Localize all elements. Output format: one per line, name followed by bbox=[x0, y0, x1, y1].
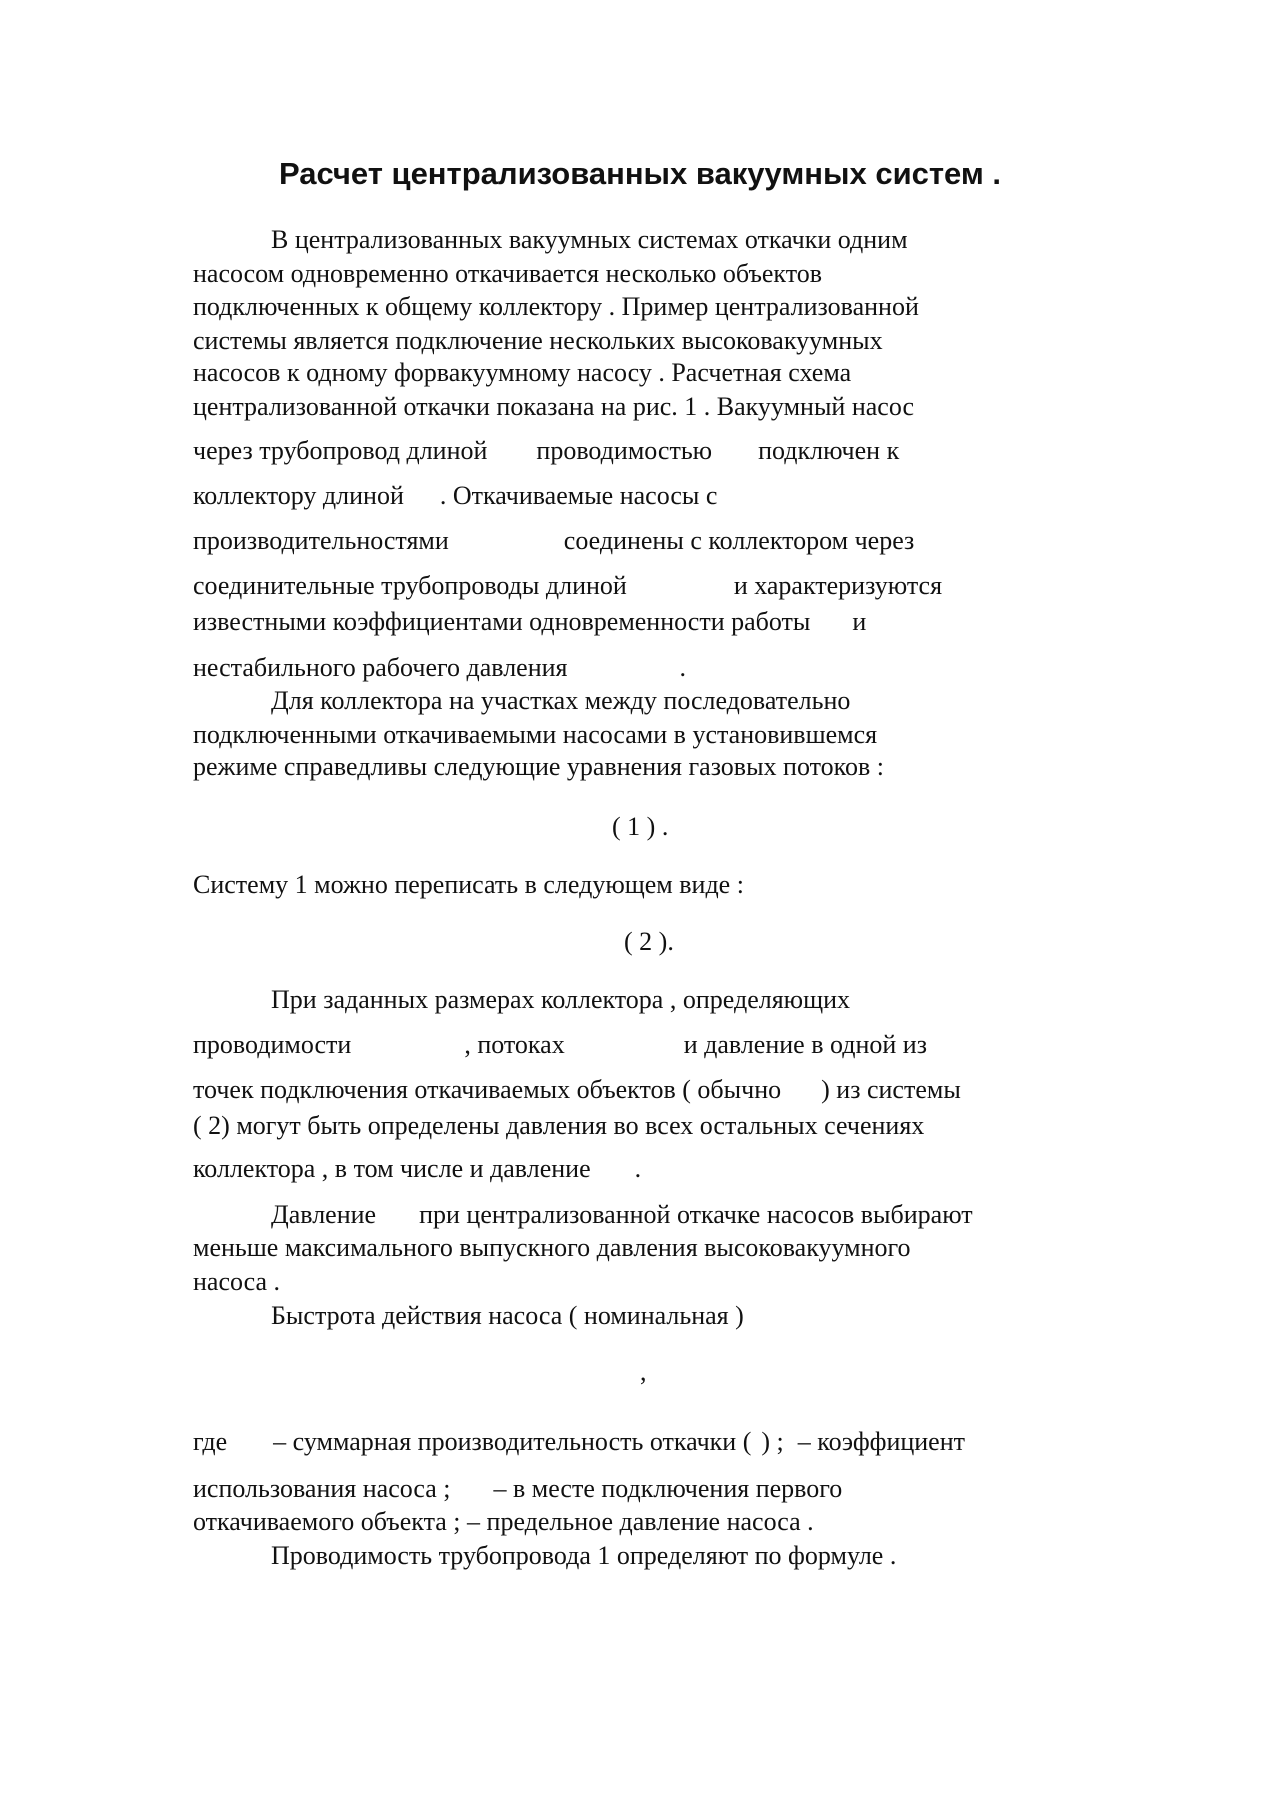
text-span: при централизованной откачке насосов выбирают bbox=[419, 1200, 973, 1229]
text-line: насосом одновременно откачивается несколько объектов bbox=[193, 259, 823, 288]
text-span: через трубопровод длиной bbox=[193, 436, 488, 465]
text-span: нестабильного рабочего давления bbox=[193, 653, 568, 682]
text-line bbox=[193, 1074, 961, 1106]
text-line: подключенными откачиваемыми насосами в установившемся bbox=[193, 720, 878, 749]
text-line bbox=[193, 606, 866, 638]
text-span: подключен к bbox=[758, 436, 900, 465]
text-line: В централизованных вакуумных системах откачки одним bbox=[271, 225, 908, 254]
text-span: ) из системы bbox=[821, 1075, 961, 1104]
text-line: откачиваемого объекта ; – предельное давление насоса . bbox=[193, 1507, 814, 1536]
text-span: соединительные трубопроводы длиной bbox=[193, 571, 627, 600]
text-span: проводимости bbox=[193, 1030, 352, 1059]
text-span: . bbox=[679, 653, 686, 682]
text-line bbox=[193, 1473, 842, 1505]
text-span: производительностями bbox=[193, 526, 449, 555]
text-span: известными коэффициентами одновременности работы bbox=[193, 607, 811, 636]
text-line: подключенных к общему коллектору . Пример централизованной bbox=[193, 292, 919, 321]
equation-number-1: ( 1 ) . bbox=[612, 812, 669, 841]
text-line bbox=[193, 652, 686, 684]
text-line bbox=[193, 1029, 927, 1061]
text-line bbox=[193, 570, 942, 602]
text-line: Систему 1 можно переписать в следующем виде : bbox=[193, 870, 744, 899]
formula-comma: , bbox=[640, 1357, 647, 1386]
text-line: При заданных размерах коллектора , определяющих bbox=[271, 985, 851, 1014]
text-line bbox=[271, 1199, 973, 1231]
text-line: Проводимость трубопровода 1 определяют по формуле . bbox=[271, 1541, 897, 1570]
text-span: . bbox=[634, 1154, 642, 1183]
text-span: и характеризуются bbox=[733, 571, 943, 600]
text-span: , потоках bbox=[464, 1030, 565, 1059]
text-line: насоса . bbox=[193, 1267, 281, 1296]
text-span: . Откачиваемые насосы с bbox=[439, 481, 718, 510]
text-line: режиме справедливы следующие уравнения газовых потоков : bbox=[193, 752, 884, 781]
text-line bbox=[193, 525, 914, 557]
equation-number-2: ( 2 ). bbox=[624, 927, 674, 956]
document-title: Расчет централизованных вакуумных систем . bbox=[278, 156, 1002, 191]
text-span: где bbox=[193, 1427, 228, 1456]
text-span: и bbox=[852, 607, 867, 636]
text-line: насосов к одному форвакуумному насосу . Расчетная схема bbox=[193, 358, 852, 387]
text-span: и давление в одной из bbox=[683, 1030, 927, 1059]
text-line: меньше максимального выпускного давления высоковакуумного bbox=[193, 1233, 911, 1262]
text-span: коллектору длиной bbox=[193, 481, 404, 510]
text-line: централизованной откачки показана на рис. 1 . Вакуумный насос bbox=[193, 392, 915, 421]
text-span: соединены с коллектором через bbox=[563, 526, 915, 555]
text-line bbox=[193, 1153, 641, 1185]
text-line: Для коллектора на участках между последовательно bbox=[271, 686, 851, 715]
text-span: использования насоса ; bbox=[193, 1474, 451, 1503]
text-line: Быстрота действия насоса ( номинальная ) bbox=[271, 1301, 744, 1330]
text-span: – суммарная производительность откачки ( bbox=[273, 1427, 752, 1456]
text-line bbox=[193, 480, 717, 512]
text-line bbox=[193, 1426, 965, 1458]
text-span: ) ; bbox=[761, 1427, 784, 1456]
text-line bbox=[193, 435, 899, 467]
text-span: – в месте подключения первого bbox=[493, 1474, 843, 1503]
text-line: ( 2) могут быть определены давления во всех остальных сечениях bbox=[193, 1111, 925, 1140]
text-span: точек подключения откачиваемых объектов ( обычно bbox=[193, 1075, 782, 1104]
text-span: коллектора , в том числе и давление bbox=[193, 1154, 591, 1183]
text-line: системы является подключение нескольких высоковакуумных bbox=[193, 326, 883, 355]
text-span: проводимостью bbox=[536, 436, 713, 465]
text-span: – коэффициент bbox=[797, 1427, 966, 1456]
text-span: Давление bbox=[271, 1200, 377, 1229]
